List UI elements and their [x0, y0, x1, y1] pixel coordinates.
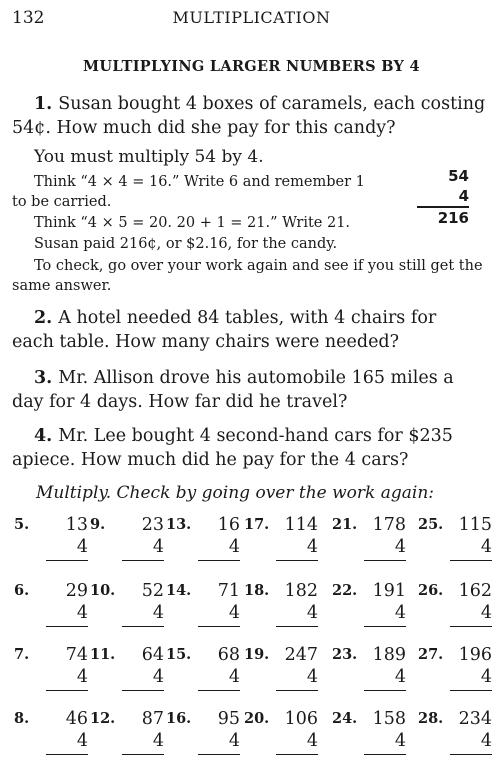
problem-4-line2: apiece. How much did he pay for the 4 cars?: [12, 450, 409, 470]
problem-1: [12, 92, 493, 140]
exercise: [332, 580, 406, 636]
exercise-number: 20.: [244, 710, 270, 727]
problem-4-text: Mr. Lee bought 4 second-hand cars for $235: [58, 426, 453, 446]
exercise-multiplicand: 247: [284, 645, 318, 665]
exercise: [90, 514, 164, 570]
exercise: [244, 514, 318, 570]
exercise-multiplicand: 189: [372, 645, 406, 665]
problem-1-line1: [12, 92, 493, 116]
exercise-rule: [450, 560, 492, 561]
exercise-multiplier: 4: [480, 731, 492, 751]
exercise-rule: [46, 626, 88, 627]
exercises-instruction: Multiply. Check by going over the work again:: [36, 483, 435, 503]
exercise-multiplier: 4: [228, 667, 240, 687]
exercise: [332, 708, 406, 764]
worked-top: 54: [448, 167, 469, 185]
exercise: [166, 514, 240, 570]
page-header: [12, 8, 491, 30]
exercise: [166, 708, 240, 764]
exercise: [14, 708, 88, 764]
exercise-multiplicand: 64: [141, 645, 164, 665]
exercise-multiplicand: 68: [217, 645, 240, 665]
exercise-multiplier: 4: [152, 731, 164, 751]
step1-line1: Think “4 × 4 = 16.” Write 6 and remember 1: [34, 174, 365, 190]
exercise-multiplicand: 74: [65, 645, 88, 665]
exercise-rule: [450, 754, 492, 755]
exercise-number: 11.: [90, 646, 116, 663]
exercise-rule: [198, 626, 240, 627]
exercise-multiplicand: 13: [65, 515, 88, 535]
step1-line2: to be carried.: [12, 194, 112, 210]
exercise-multiplier: 4: [76, 603, 88, 623]
exercise-rule: [276, 690, 318, 691]
exercise-multiplicand: 234: [458, 709, 492, 729]
exercise-multiplicand: 95: [217, 709, 240, 729]
problem-3-line2: day for 4 days. How far did he travel?: [12, 392, 348, 412]
exercise-rule: [276, 560, 318, 561]
exercise-number: 16.: [166, 710, 192, 727]
exercise-multiplicand: 46: [65, 709, 88, 729]
exercise-number: 15.: [166, 646, 192, 663]
exercise: [90, 644, 164, 700]
exercise-number: 14.: [166, 582, 192, 599]
page-number: 132: [12, 8, 45, 28]
exercise-multiplicand: 114: [284, 515, 318, 535]
exercise-rule: [276, 626, 318, 627]
exercise-multiplier: 4: [394, 537, 406, 557]
exercise-number: 13.: [166, 516, 192, 533]
exercise-multiplicand: 106: [284, 709, 318, 729]
exercise-rule: [122, 690, 164, 691]
exercise-multiplier: 4: [306, 731, 318, 751]
exercise-number: 10.: [90, 582, 116, 599]
exercise-number: 23.: [332, 646, 358, 663]
exercise-multiplier: 4: [152, 603, 164, 623]
exercise-multiplier: 4: [480, 603, 492, 623]
exercise-multiplier: 4: [306, 537, 318, 557]
exercise-multiplicand: 158: [372, 709, 406, 729]
exercise: [14, 580, 88, 636]
exercise-rule: [364, 690, 406, 691]
problem-2-number: 2.: [34, 308, 53, 328]
exercise-multiplicand: 29: [65, 581, 88, 601]
exercise-number: 22.: [332, 582, 358, 599]
running-head: MULTIPLICATION: [172, 8, 331, 27]
step2: Think “4 × 5 = 20. 20 + 1 = 21.” Write 21.: [34, 215, 351, 231]
exercise-rule: [46, 754, 88, 755]
exercise: [244, 708, 318, 764]
exercise-number: 12.: [90, 710, 116, 727]
exercise-number: 5.: [14, 516, 30, 533]
exercise-multiplier: 4: [394, 731, 406, 751]
exercise-number: 21.: [332, 516, 358, 533]
exercise-rule: [450, 626, 492, 627]
exercise-multiplier: 4: [76, 667, 88, 687]
exercise: [244, 644, 318, 700]
exercise-rule: [122, 754, 164, 755]
exercise-multiplicand: 23: [141, 515, 164, 535]
exercise-number: 7.: [14, 646, 30, 663]
exercise-rule: [122, 560, 164, 561]
exercise-number: 9.: [90, 516, 106, 533]
exercise: [332, 514, 406, 570]
exercise-multiplicand: 196: [458, 645, 492, 665]
exercise-multiplicand: 52: [141, 581, 164, 601]
exercise-multiplicand: 162: [458, 581, 492, 601]
check-line2: same answer.: [12, 278, 112, 294]
exercise-multiplier: 4: [306, 667, 318, 687]
exercise-multiplicand: 115: [458, 515, 492, 535]
worked-result: 216: [437, 209, 469, 227]
problem-3-number: 3.: [34, 368, 53, 388]
exercise-multiplicand: 87: [141, 709, 164, 729]
exercise-number: 19.: [244, 646, 270, 663]
exercise-rule: [364, 560, 406, 561]
exercise-rule: [46, 690, 88, 691]
exercise-rule: [46, 560, 88, 561]
exercise: [418, 580, 492, 636]
exercise-rule: [198, 754, 240, 755]
exercise-multiplier: 4: [228, 603, 240, 623]
exercise-number: 6.: [14, 582, 30, 599]
check-line1: To check, go over your work again and see if you still get the: [34, 258, 483, 274]
exercise-number: 18.: [244, 582, 270, 599]
exercise-multiplicand: 71: [217, 581, 240, 601]
problem-3-text: Mr. Allison drove his automobile 165 miles a: [58, 368, 454, 388]
exercise-multiplier: 4: [480, 667, 492, 687]
exercise-multiplicand: 182: [284, 581, 318, 601]
problem-4: [12, 424, 493, 472]
exercise-number: 28.: [418, 710, 444, 727]
problem-2-line2: each table. How many chairs were needed?: [12, 332, 400, 352]
exercise-multiplicand: 191: [372, 581, 406, 601]
exercise: [418, 514, 492, 570]
exercise-multiplier: 4: [228, 537, 240, 557]
exercise-rule: [450, 690, 492, 691]
problem-3-line1: [12, 366, 493, 390]
exercise: [244, 580, 318, 636]
exercise-multiplier: 4: [76, 731, 88, 751]
exercise-rule: [364, 754, 406, 755]
exercise-multiplier: 4: [306, 603, 318, 623]
problem-1-number: 1.: [34, 94, 53, 114]
exercise: [90, 580, 164, 636]
problem-4-number: 4.: [34, 426, 53, 446]
exercise-number: 8.: [14, 710, 30, 727]
exercise-rule: [198, 690, 240, 691]
exercise-multiplier: 4: [394, 667, 406, 687]
exercise-rule: [198, 560, 240, 561]
problem-1-line2: 54¢. How much did she pay for this candy?: [12, 118, 396, 138]
exercise: [418, 708, 492, 764]
exercise: [90, 708, 164, 764]
exercise-multiplier: 4: [152, 537, 164, 557]
problem-3: [12, 366, 493, 414]
exercise-multiplier: 4: [152, 667, 164, 687]
exercise-multiplier: 4: [394, 603, 406, 623]
problem-2-text: A hotel needed 84 tables, with 4 chairs for: [58, 308, 437, 328]
exercise-number: 27.: [418, 646, 444, 663]
problem-2-line1: [12, 306, 493, 330]
exercise-number: 25.: [418, 516, 444, 533]
worked-example: [409, 166, 469, 228]
section-title: MULTIPLYING LARGER NUMBERS BY 4: [83, 58, 420, 75]
exercise: [14, 514, 88, 570]
exercise-rule: [276, 754, 318, 755]
exercise-number: 24.: [332, 710, 358, 727]
exercise-multiplier: 4: [228, 731, 240, 751]
exercise: [166, 644, 240, 700]
exercise-rule: [364, 626, 406, 627]
answer-line: Susan paid 216¢, or $2.16, for the candy.: [34, 236, 338, 252]
exercise: [418, 644, 492, 700]
exercise-multiplicand: 178: [372, 515, 406, 535]
problem-4-line1: [12, 424, 493, 448]
exercise: [332, 644, 406, 700]
exercise-rule: [122, 626, 164, 627]
exercise: [14, 644, 88, 700]
problem-2: [12, 306, 493, 354]
exercise-multiplicand: 16: [217, 515, 240, 535]
worked-bottom: 4: [458, 187, 469, 205]
exercise: [166, 580, 240, 636]
exercise-number: 26.: [418, 582, 444, 599]
exercise-multiplier: 4: [76, 537, 88, 557]
problem-1-text: Susan bought 4 boxes of caramels, each costing: [58, 94, 486, 114]
problem-1-instruction: You must multiply 54 by 4.: [34, 147, 264, 167]
exercise-number: 17.: [244, 516, 270, 533]
exercise-multiplier: 4: [480, 537, 492, 557]
